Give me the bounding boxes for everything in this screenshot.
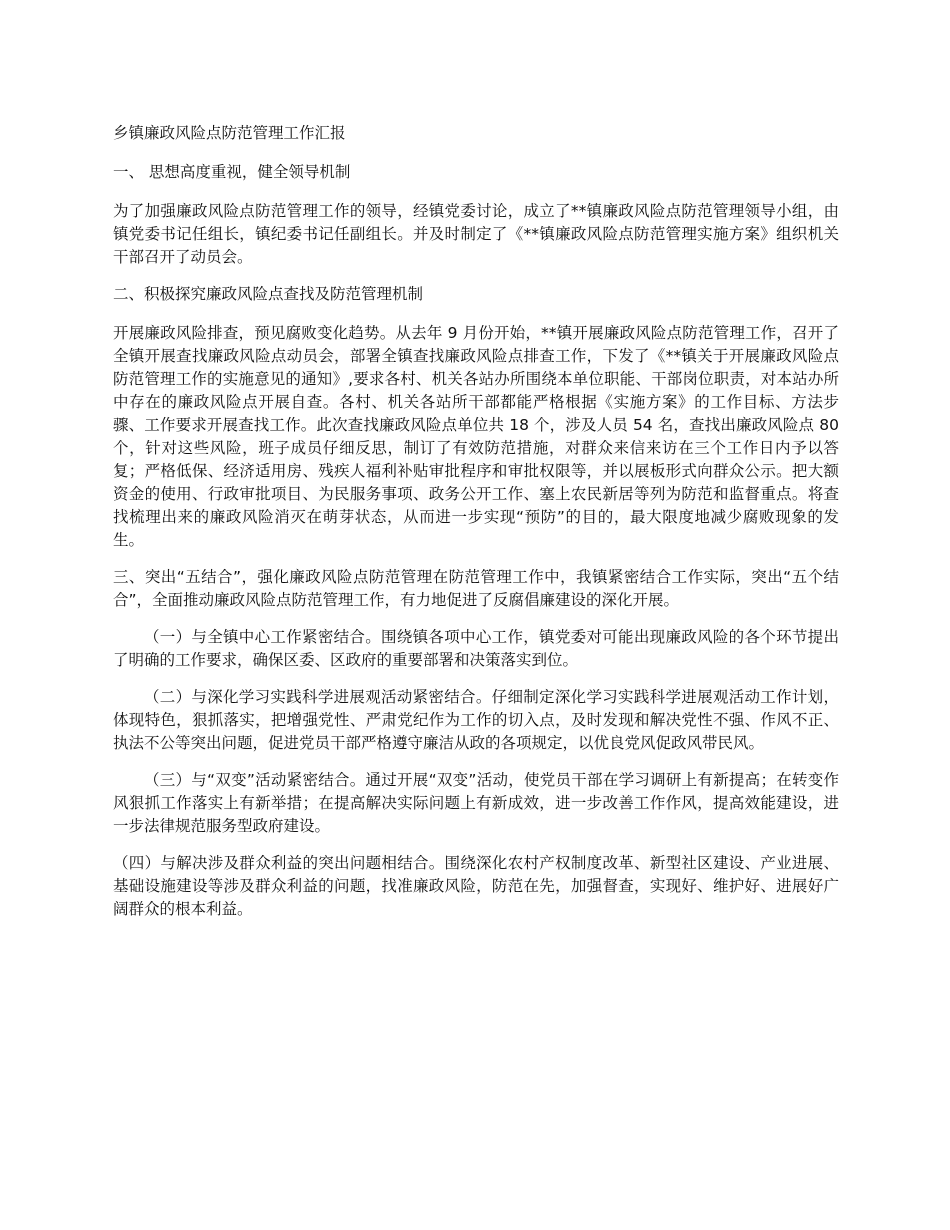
document-body (113, 122, 839, 935)
paragraph-five-combinations: 三、突出“五结合”，强化廉政风险点防范管理在防范管理工作中，我镇紧密结合工作实际，突出“五个结合”，全面推动廉政风险点防范管理工作，有力地促进了反腐倡廉建设的深化开展。 (113, 568, 839, 609)
document-title: 乡镇廉政风险点防范管理工作汇报 (113, 124, 346, 142)
paragraph-item-1: （一）与全镇中心工作紧密结合。围绕镇各项中心工作，镇党委对可能出现廉政风险的各个环节提出了明确的工作要求，确保区委、区政府的重要部署和决策落实到位。 (113, 628, 839, 669)
paragraph-leadership: 为了加强廉政风险点防范管理工作的领导，经镇党委讨论，成立了**镇廉政风险点防范管理领导小组，由镇党委书记任组长，镇纪委书记任副组长。并及时制定了《**镇廉政风险点防范管理实施方案》组织机关干部召开了动员会。 (113, 202, 839, 266)
section-heading-1: 一、 思想高度重视，健全领导机制 (113, 163, 351, 181)
paragraph-risk-investigation: 开展廉政风险排查，预见腐败变化趋势。从去年 9 月份开始，**镇开展廉政风险点防范管理工作，召开了全镇开展查找廉政风险点动员会，部署全镇查找廉政风险点排查工作，下发了《**镇关于开展廉政风险点防范管理工作的实施意见的通知》,要求各村、机关各站办所围绕本单位职能、干部岗位职责，对本站办所中存在的廉政风险点开展自查。各村、机关各站所干部都能严格根据《实施方案》的工作目标、方法步骤、工作要求开展查找工作。此次查找廉政风险点单位共 18 个，涉及人员 54 名，查找出廉政风险点 80 个，针对这些风险，班子成员仔细反思，制订了有效防范措施，对群众来信来访在三个工作日内予以答复；严格低保、经济适用房、残疾人福利补贴审批程序和审批权限等，并以展板形式向群众公示。把大额资金的使用、行政审批项目、为民服务事项、政务公开工作、塞上农民新居等列为防范和监督重点。将查找梳理出来的廉政风险消灭在萌芽状态，从而进一步实现“预防”的目的，最大限度地减少腐败现象的发生。 (113, 324, 839, 549)
paragraph-item-3: （三）与“双变”活动紧密结合。通过开展“双变”活动，使党员干部在学习调研上有新提高；在转变作风狠抓工作落实上有新举措；在提高解决实际问题上有新成效，进一步改善工作作风，提高效能建设，进一步法律规范服务型政府建设。 (113, 771, 839, 835)
paragraph-item-4: （四）与解决涉及群众利益的突出问题相结合。围绕深化农村产权制度改革、新型社区建设、产业进展、基础设施建设等涉及群众利益的问题，找准廉政风险，防范在先，加强督查，实现好、维护好、进展好广阔群众的根本利益。 (113, 854, 839, 918)
paragraph-item-2: （二）与深化学习实践科学进展观活动紧密结合。仔细制定深化学习实践科学进展观活动工作计划，体现特色，狠抓落实，把增强党性、严肃党纪作为工作的切入点，及时发现和解决党性不强、作风不正、执法不公等突出问题，促进党员干部严格遵守廉洁从政的各项规定，以优良党风促政风带民风。 (113, 688, 839, 752)
section-heading-2: 二、积极探究廉政风险点查找及防范管理机制 (113, 285, 424, 303)
